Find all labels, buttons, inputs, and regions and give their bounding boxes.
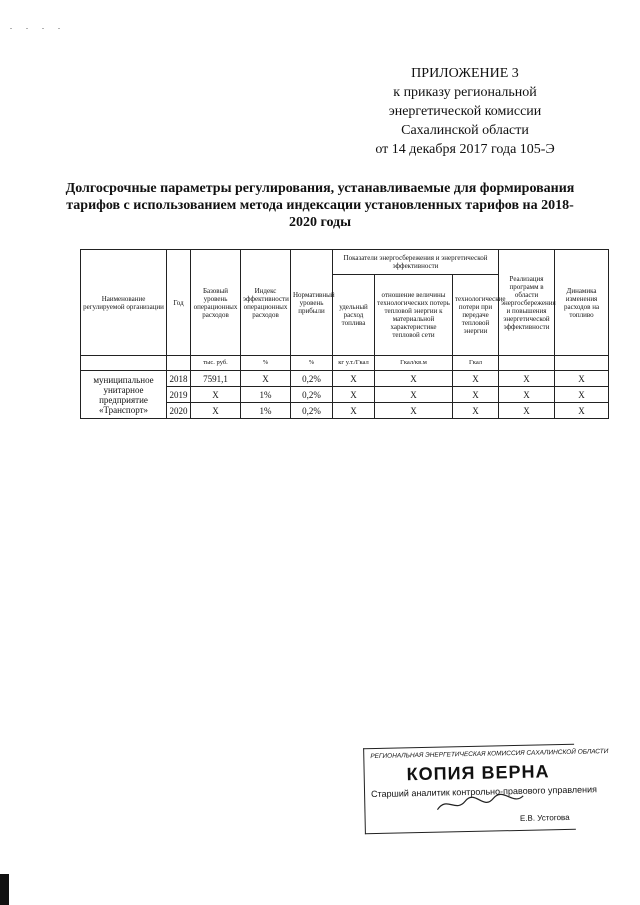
stamp-copy-mark: КОПИЯ ВЕРНА	[406, 761, 550, 785]
appendix-commission-line: энергетической комиссии	[388, 104, 542, 119]
table-row	[81, 371, 609, 387]
cell-dynamics: X	[555, 371, 609, 387]
cell-base: X	[191, 387, 241, 403]
units-fuel: кг у.т./Гкал	[333, 356, 375, 371]
header-fuel-consumption: удельный расход топлива	[333, 275, 375, 356]
units-profit: %	[291, 356, 333, 371]
units-dynamics-empty	[555, 356, 609, 371]
stamp-signatory-name: Е.В. Устогова	[519, 812, 570, 823]
cell-fuel: X	[333, 387, 375, 403]
appendix-date-line: от 14 декабря 2017 года 105-Э	[375, 142, 555, 157]
cell-loss-ratio: X	[375, 387, 453, 403]
header-fuel-dynamics: Динамика изменения расходов на топливо	[555, 250, 609, 356]
cell-profit: 0,2%	[291, 371, 333, 387]
cell-program: X	[499, 403, 555, 419]
scan-marks: . . . .	[10, 22, 66, 31]
cell-profit: 0,2%	[291, 403, 333, 419]
stamp-position: Старший аналитик контрольно-правового управления	[370, 784, 598, 800]
header-org: Наименование регулируемой организации	[81, 250, 167, 356]
header-profit-level: Нормативный уровень прибыли	[291, 250, 333, 356]
header-loss-ratio: отношение величины технологических потерь тепловой энергии к материальной характеристике тепловой сети	[375, 275, 453, 356]
appendix-number: ПРИЛОЖЕНИЕ 3	[411, 66, 519, 81]
cell-program: X	[499, 387, 555, 403]
cell-tech-loss: X	[453, 387, 499, 403]
cell-year: 2019	[167, 387, 191, 403]
stamp-organization: РЕГИОНАЛЬНАЯ ЭНЕРГЕТИЧЕСКАЯ КОМИССИЯ САХАЛИНСКОЙ ОБЛАСТИ	[370, 748, 609, 761]
cell-dynamics: X	[555, 387, 609, 403]
cell-dynamics: X	[555, 403, 609, 419]
document-title: Долгосрочные параметры регулирования, устанавливаемые для формирования тарифов с использованием метода индексации установленных тарифов на 2018-2020 годы	[65, 181, 575, 230]
cell-index: X	[241, 371, 291, 387]
units-year-empty	[167, 356, 191, 371]
signature-icon	[435, 792, 525, 816]
cell-base: 7591,1	[191, 371, 241, 387]
appendix-header	[350, 64, 580, 159]
cell-program: X	[499, 371, 555, 387]
cell-loss-ratio: X	[375, 371, 453, 387]
units-org-empty	[81, 356, 167, 371]
header-base-level: Базовый уровень операционных расходов	[191, 250, 241, 356]
cell-fuel: X	[333, 371, 375, 387]
certified-copy-stamp	[363, 744, 609, 834]
appendix-region-line: Сахалинской области	[401, 123, 529, 138]
appendix-order-line: к приказу региональной	[393, 85, 537, 100]
cell-fuel: X	[333, 403, 375, 419]
cell-year: 2018	[167, 371, 191, 387]
cell-tech-loss: X	[453, 371, 499, 387]
cell-loss-ratio: X	[375, 403, 453, 419]
organization-name: муниципальное унитарное предприятие «Транспорт»	[81, 371, 167, 419]
cell-index: 1%	[241, 403, 291, 419]
cell-base: X	[191, 403, 241, 419]
header-year: Год	[167, 250, 191, 356]
cell-index: 1%	[241, 387, 291, 403]
parameters-table	[80, 249, 609, 419]
cell-profit: 0,2%	[291, 387, 333, 403]
units-program-empty	[499, 356, 555, 371]
scan-edge-mark	[0, 874, 9, 905]
header-efficiency-index: Индекс эффективности операционных расходов	[241, 250, 291, 356]
units-tech-loss: Гкал	[453, 356, 499, 371]
cell-year: 2020	[167, 403, 191, 419]
header-program: Реализация программ в области энергосбережения и повышения энергетической эффективности	[499, 250, 555, 356]
cell-tech-loss: X	[453, 403, 499, 419]
units-loss-ratio: Гкал/кв.м	[375, 356, 453, 371]
header-energy-group: Показатели энергосбережения и энергетической эффективности	[333, 250, 499, 275]
header-tech-losses: технологические потери при передаче тепловой энергии	[453, 275, 499, 356]
units-base: тыс. руб.	[191, 356, 241, 371]
units-index: %	[241, 356, 291, 371]
